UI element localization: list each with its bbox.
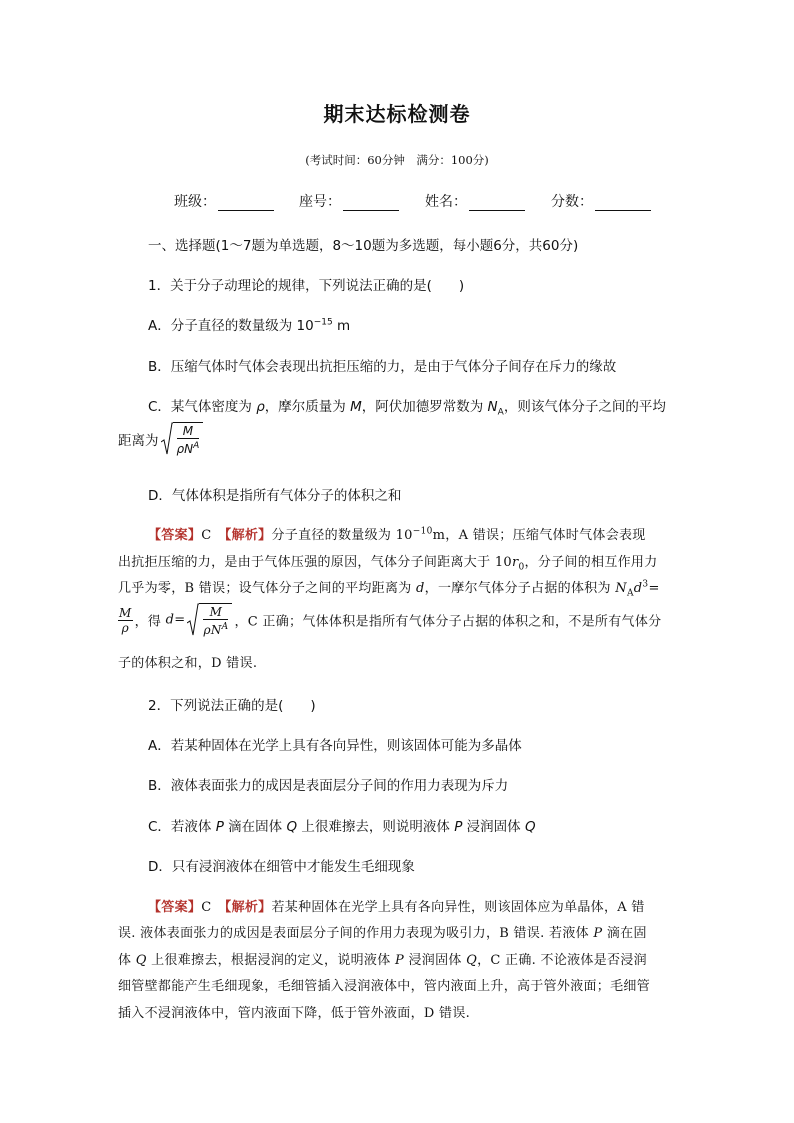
q1-stem: 1．关于分子动理论的规律，下列说法正确的是( )	[148, 278, 465, 294]
name-label: 姓名：	[425, 194, 467, 210]
q2-stem: 2．下列说法正确的是( )	[148, 698, 316, 714]
seat-blank[interactable]	[343, 195, 399, 211]
q2-answer-line3: 体 Q 上很难擦去，根据浸润的定义，说明液体 P 浸润固体 Q，C 正确. 不论液体是否浸润	[118, 953, 647, 968]
q1-answer-line3: 几乎为零，B 错误；设气体分子之间的平均距离为 d，一摩尔气体分子占据的体积为 $N_Ad^3=$	[118, 579, 660, 599]
q2-option-d: D．只有浸润液体在细管中才能发生毛细现象	[148, 859, 415, 875]
q2-option-a: A．若某种固体在光学上具有各向异性，则该固体可能为多晶体	[148, 738, 522, 754]
score-field	[551, 191, 651, 211]
sqrt-formula: $\frac{M}{\rho N^A}$	[161, 422, 204, 456]
class-field	[174, 191, 274, 211]
q1-option-b: B．压缩气体时气体会表现出抗拒压缩的力，是由于气体分子间存在斥力的缘故	[148, 359, 617, 375]
q2-option-c: C．若液体 P 滴在固体 Q 上很难擦去，则说明液体 P 浸润固体 Q	[148, 819, 536, 835]
page-title: 期末达标检测卷	[323, 102, 471, 126]
q1-answer-line4: $\frac{M}{\rho}$ ，得 d= $\frac{M}{\rho N^A}$ ，C 正确；气体体积是指所有气体分子占据的体积之和，不是所有气体分	[119, 605, 662, 637]
score-blank[interactable]	[595, 195, 651, 211]
q1-option-c-cont: 距离为 $\frac{M}{\rho N^A}$	[118, 422, 205, 456]
q2-answer-line4: 细管壁都能产生毛细现象，毛细管插入浸润液体中，管内液面上升，高于管外液面；毛细管	[118, 979, 651, 994]
q1-answer-line1: 【答案】C 【解析】分子直径的数量级为 $10^{-10}m$，A 错误；压缩气体时气体会表现	[148, 526, 646, 543]
class-blank[interactable]	[218, 195, 274, 211]
exam-time-info: (考试时间：60分钟 满分：100分)	[305, 153, 489, 167]
q1-option-d: D．气体体积是指所有气体分子的体积之和	[148, 488, 402, 504]
q2-answer-line5: 插入不浸润液体中，管内液面下降，低于管外液面，D 错误.	[118, 1006, 471, 1021]
answer-tag: 【答案】	[148, 528, 202, 543]
q1-answer-line2: 出抗拒压缩的力，是由于气体压强的原因，气体分子间距离大于 $10r_0$，分子间的相互作用力	[118, 555, 658, 573]
analysis-tag: 【解析】	[224, 528, 272, 543]
name-blank[interactable]	[469, 195, 525, 211]
score-label: 分数：	[551, 194, 593, 210]
q1-option-a: A．分子直径的数量级为 $10^{-15}$ m	[148, 317, 351, 334]
section-heading: 一、选择题(1～7题为单选题，8～10题为多选题，每小题6分，共60分)	[148, 238, 579, 254]
q2-answer-line2: 误. 液体表面张力的成因是表面层分子间的作用力表现为吸引力，B 错误. 若液体 P 滴在固	[118, 926, 647, 941]
q1-answer-line5: 子的体积之和，D 错误.	[118, 656, 258, 671]
seat-field	[299, 191, 399, 211]
q1-option-c: C．某气体密度为 ρ，摩尔质量为 M，阿伏加德罗常数为 $N_A$，则该气体分子之间的平均	[148, 399, 666, 418]
q2-answer-line1: 【答案】C 【解析】若某种固体在光学上具有各向异性，则该固体应为单晶体，A 错	[148, 900, 645, 915]
seat-label: 座号：	[299, 194, 341, 210]
class-label: 班级：	[174, 194, 216, 210]
q2-option-b: B．液体表面张力的成因是表面层分子间的作用力表现为斥力	[148, 778, 509, 794]
name-field	[425, 191, 525, 211]
